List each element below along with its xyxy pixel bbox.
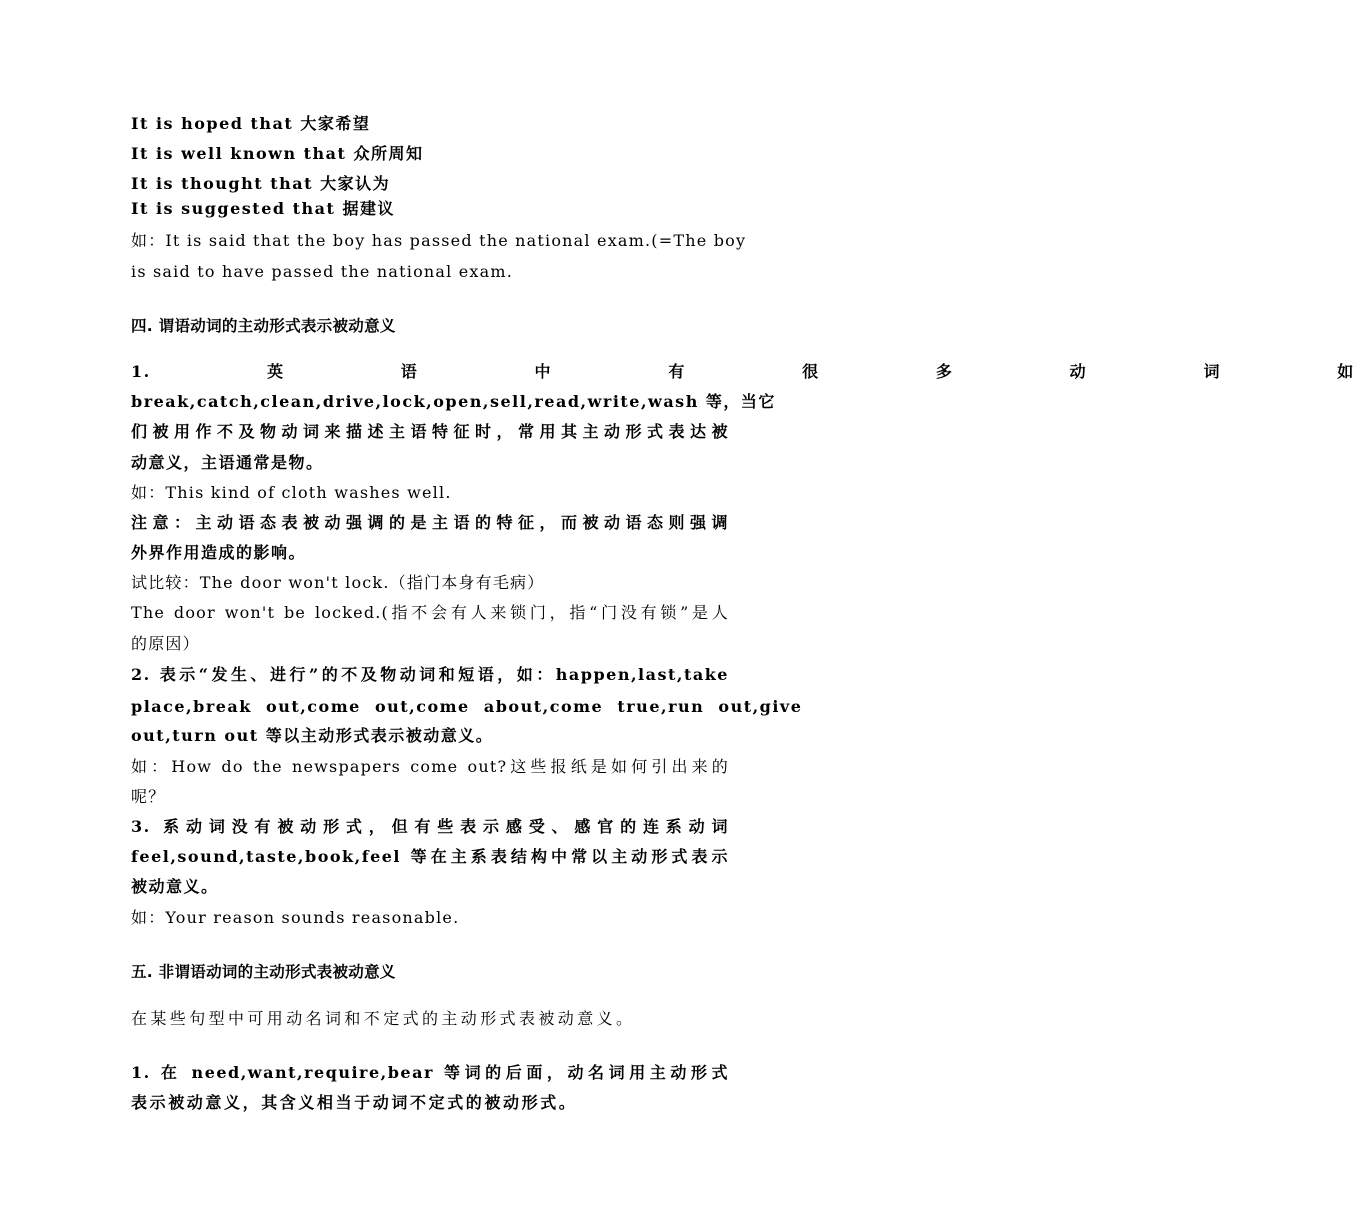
note-line: 外界作用造成的影响。 <box>131 543 307 562</box>
example-line: 如：How do the newspapers come out?这些报纸是如何引出来的 <box>131 757 729 776</box>
compare-line: 的原因） <box>131 634 200 653</box>
point-1-line: 们被用作不及物动词来描述主语特征时，常用其主动形式表达被 <box>131 422 729 441</box>
point-3-line: 被动意义。 <box>131 877 219 896</box>
compare-line: The door won't be locked.(指不会有人来锁门，指“门没有锁”是人 <box>131 603 729 622</box>
point-1-line: 1. 英 语 中 有 很 多 动 词 如 <box>131 362 1355 381</box>
phrase-it-is-suggested: It is suggested that 据建议 <box>131 199 395 218</box>
point-5-1-line: 1. 在 need,want,require,bear 等词的后面，动名词用主动形式 <box>131 1063 729 1082</box>
point-3-line: feel,sound,taste,book,feel 等在主系表结构中常以主动形式表示 <box>131 847 729 866</box>
note-line: 注意：主动语态表被动强调的是主语的特征，而被动语态则强调 <box>131 513 729 532</box>
point-2-line: out,turn out 等以主动形式表示被动意义。 <box>131 726 494 745</box>
point-3-line: 3. 系动词没有被动形式，但有些表示感受、感官的连系动词 <box>131 817 729 836</box>
section-5-intro: 在某些句型中可用动名词和不定式的主动形式表被动意义。 <box>131 1009 636 1028</box>
point-5-1-line: 表示被动意义，其含义相当于动词不定式的被动形式。 <box>131 1093 578 1112</box>
section-heading-4: 四. 谓语动词的主动形式表示被动意义 <box>131 317 396 335</box>
point-1-line: 动意义，主语通常是物。 <box>131 453 324 472</box>
phrase-it-is-well-known: It is well known that 众所周知 <box>131 144 424 163</box>
example-line: 如：It is said that the boy has passed the national exam.(=The boy <box>131 231 747 250</box>
example-line: 如：This kind of cloth washes well. <box>131 483 452 502</box>
phrase-it-is-thought: It is thought that 大家认为 <box>131 174 391 193</box>
compare-line: 试比较：The door won't lock.（指门本身有毛病） <box>131 573 545 592</box>
point-2-line: place,break out,come out,come about,come true,run out,give <box>131 697 803 716</box>
example-line: 呢？ <box>131 787 166 806</box>
example-line: is said to have passed the national exam. <box>131 262 514 281</box>
section-heading-5: 五. 非谓语动词的主动形式表被动意义 <box>131 963 396 981</box>
point-2-line: 2. 表示“发生、进行”的不及物动词和短语，如：happen,last,take <box>131 665 729 684</box>
point-1-line: break,catch,clean,drive,lock,open,sell,read,write,wash 等，当它 <box>131 392 776 411</box>
phrase-it-is-hoped: It is hoped that 大家希望 <box>131 114 371 133</box>
example-line: 如：Your reason sounds reasonable. <box>131 908 460 927</box>
